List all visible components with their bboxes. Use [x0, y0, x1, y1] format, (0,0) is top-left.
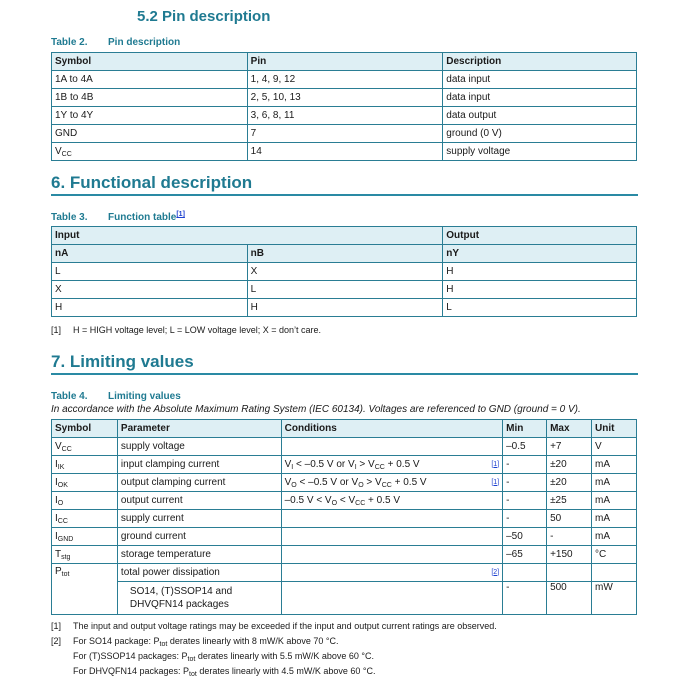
table-row: [52, 546, 637, 564]
cell-pin: 14: [247, 143, 443, 161]
cell-unit: mA: [592, 456, 637, 474]
cell-pin: 7: [247, 125, 443, 143]
cell-na: X: [52, 281, 248, 299]
table3-footnote: [51, 325, 321, 335]
footnote-text: For (T)SSOP14 packages: $P_{tot}$ derates linearly with 5.5 mW/K above 60 °C.: [73, 651, 375, 663]
cell-min: -: [503, 492, 547, 510]
footnote: [51, 636, 339, 646]
table-row: [52, 492, 637, 510]
table-header-row: [52, 53, 637, 71]
cell-max: +7: [547, 438, 592, 456]
cell-max: 50: [547, 510, 592, 528]
cell-max: ±20: [547, 474, 592, 492]
cell-description: data input: [443, 71, 637, 89]
cell-symbol: GND: [52, 125, 248, 143]
table-header-row: [52, 245, 637, 263]
table-row: [52, 71, 637, 89]
table-row: [52, 438, 637, 456]
cell-parameter: supply voltage: [117, 438, 281, 456]
table4-subtitle: In accordance with the Absolute Maximum Rating System (IEC 60134). Voltages are referenced to GND (ground = 0 V).: [51, 404, 581, 415]
cell-unit: mA: [592, 474, 637, 492]
col-header-na: nA: [52, 245, 248, 263]
cell-conditions: [281, 564, 503, 582]
section-heading-limiting-values: 7. Limiting values: [51, 352, 194, 371]
col-header-conditions: Conditions: [281, 420, 503, 438]
cell-max: 500: [547, 582, 592, 615]
table4-number: Table 4.: [51, 391, 88, 402]
cell-max: ±20: [547, 456, 592, 474]
cell-symbol: $T_{stg}$: [52, 546, 118, 564]
footnote: [51, 651, 374, 661]
cell-symbol: 1B to 4B: [52, 89, 248, 107]
function-table: [51, 226, 637, 317]
col-header-description: Description: [443, 53, 637, 71]
cell-na: L: [52, 263, 248, 281]
cell-pin: 2, 5, 10, 13: [247, 89, 443, 107]
cell-min: -: [503, 582, 547, 615]
cell-min: –65: [503, 546, 547, 564]
table-row: [52, 582, 637, 615]
cell-parameter: ground current: [117, 528, 281, 546]
heading-rule: [51, 373, 638, 375]
footnote-tag: [1]: [51, 621, 62, 631]
table-header-row: [52, 420, 637, 438]
cell-parameter: total power dissipation: [117, 564, 281, 582]
cell-conditions: [281, 546, 503, 564]
cell-unit: V: [592, 438, 637, 456]
cell-parameter: output current: [117, 492, 281, 510]
table-row: [52, 528, 637, 546]
footnote-link[interactable]: [1]: [176, 211, 185, 218]
cell-parameter: storage temperature: [117, 546, 281, 564]
cell-conditions: [1] $V_O < -0.5$ V or $V_O > V_{CC} + 0.5$ V: [281, 474, 503, 492]
table-row: [52, 474, 637, 492]
cell-parameter: input clamping current: [117, 456, 281, 474]
table-row: [52, 564, 637, 582]
cell-description: ground (0 V): [443, 125, 637, 143]
cell-conditions: [1] $V_I < -0.5$ V or $V_I > V_{CC} + 0.5$ V: [281, 456, 503, 474]
cell-parameter: supply current: [117, 510, 281, 528]
table2-number: Table 2.: [51, 37, 88, 48]
cell-max: ±25: [547, 492, 592, 510]
table4-title: Limiting values: [108, 391, 181, 402]
footnote-link[interactable]: [2]: [491, 568, 500, 576]
col-header-unit: Unit: [592, 420, 637, 438]
table3-number: Table 3.: [51, 212, 88, 223]
table-row: [52, 107, 637, 125]
footnote-text: H = HIGH voltage level; L = LOW voltage level; X = don’t care.: [73, 325, 322, 335]
cell-symbol: $I_{CC}$: [52, 510, 118, 528]
cell-parameter: SO14, (T)SSOP14 and DHVQFN14 packages: [117, 582, 281, 615]
cell-unit: mA: [592, 510, 637, 528]
cell-nb: L: [247, 281, 443, 299]
table-row: [52, 125, 637, 143]
table3-caption: [51, 211, 185, 223]
section-heading-functional-description: 6. Functional description: [51, 173, 253, 192]
cell-max: [547, 564, 592, 582]
cell-min: –0.5: [503, 438, 547, 456]
col-header-parameter: Parameter: [117, 420, 281, 438]
group-header-input: Input: [52, 227, 443, 245]
table-row: [52, 89, 637, 107]
cell-min: -: [503, 510, 547, 528]
cell-min: -: [503, 474, 547, 492]
section-heading-pin-description: 5.2 Pin description: [137, 8, 271, 25]
heading-rule: [51, 194, 638, 196]
cell-min: –50: [503, 528, 547, 546]
cell-ny: L: [443, 299, 637, 317]
cell-conditions: [281, 582, 503, 615]
cell-conditions: [281, 510, 503, 528]
col-header-nb: nB: [247, 245, 443, 263]
cell-unit: [592, 564, 637, 582]
col-header-min: Min: [503, 420, 547, 438]
cell-symbol: $I_{OK}$: [52, 474, 118, 492]
table-row: [52, 263, 637, 281]
footnote-tag: [1]: [51, 325, 62, 335]
col-header-ny: nY: [443, 245, 637, 263]
table-row: [52, 510, 637, 528]
group-header-row: [52, 227, 637, 245]
pin-description-table: [51, 52, 637, 161]
cell-parameter: output clamping current: [117, 474, 281, 492]
cell-symbol: 1Y to 4Y: [52, 107, 248, 125]
table3-title: Function table: [108, 212, 177, 223]
cell-max: -: [547, 528, 592, 546]
cell-pin: 3, 6, 8, 11: [247, 107, 443, 125]
table-row: [52, 456, 637, 474]
cell-conditions: [281, 438, 503, 456]
footnote-text: The input and output voltage ratings may be exceeded if the input and output current ratings are observed.: [73, 621, 497, 631]
cell-na: H: [52, 299, 248, 317]
table4-caption: [51, 391, 181, 402]
cell-unit: mA: [592, 528, 637, 546]
cell-pin: 1, 4, 9, 12: [247, 71, 443, 89]
footnote-tag: [2]: [51, 636, 62, 646]
footnote: [51, 621, 497, 631]
col-header-symbol: Symbol: [52, 420, 118, 438]
cell-conditions: [281, 528, 503, 546]
cell-description: data output: [443, 107, 637, 125]
cell-symbol: $V_{CC}$: [52, 143, 248, 161]
footnote-link[interactable]: [1]: [491, 460, 500, 468]
table-row: [52, 281, 637, 299]
cell-symbol: $I_{GND}$: [52, 528, 118, 546]
col-header-max: Max: [547, 420, 592, 438]
footnote: [51, 666, 376, 676]
cell-max: +150: [547, 546, 592, 564]
cell-min: -: [503, 456, 547, 474]
cell-symbol: $V_{CC}$: [52, 438, 118, 456]
cell-conditions: –0.5 $V < V_O < V_{CC} + 0.5$ V: [281, 492, 503, 510]
col-header-pin: Pin: [247, 53, 443, 71]
table2-title: Pin description: [108, 37, 181, 48]
cell-ny: H: [443, 263, 637, 281]
limiting-values-body: [52, 438, 637, 615]
cell-ny: H: [443, 281, 637, 299]
cell-min: [503, 564, 547, 582]
cell-unit: mA: [592, 492, 637, 510]
cell-description: data input: [443, 89, 637, 107]
cell-nb: X: [247, 263, 443, 281]
col-header-symbol: Symbol: [52, 53, 248, 71]
cell-nb: H: [247, 299, 443, 317]
cell-unit: mW: [592, 582, 637, 615]
footnote-text: For DHVQFN14 packages: $P_{tot}$ derates linearly with 4.5 mW/K above 60 °C.: [73, 666, 376, 678]
cell-symbol: $I_O$: [52, 492, 118, 510]
limiting-values-table: [51, 419, 637, 615]
cell-symbol: 1A to 4A: [52, 71, 248, 89]
table-row: [52, 299, 637, 317]
group-header-output: Output: [443, 227, 637, 245]
cell-symbol: $P_{tot}$: [52, 564, 118, 615]
table2-caption: [51, 37, 180, 48]
footnote-link[interactable]: [1]: [491, 478, 500, 486]
table-row: [52, 143, 637, 161]
cell-symbol: $I_{IK}$: [52, 456, 118, 474]
cell-description: supply voltage: [443, 143, 637, 161]
footnote-text: For SO14 package: $P_{tot}$ derates linearly with 8 mW/K above 70 °C.: [73, 636, 339, 648]
cell-unit: °C: [592, 546, 637, 564]
